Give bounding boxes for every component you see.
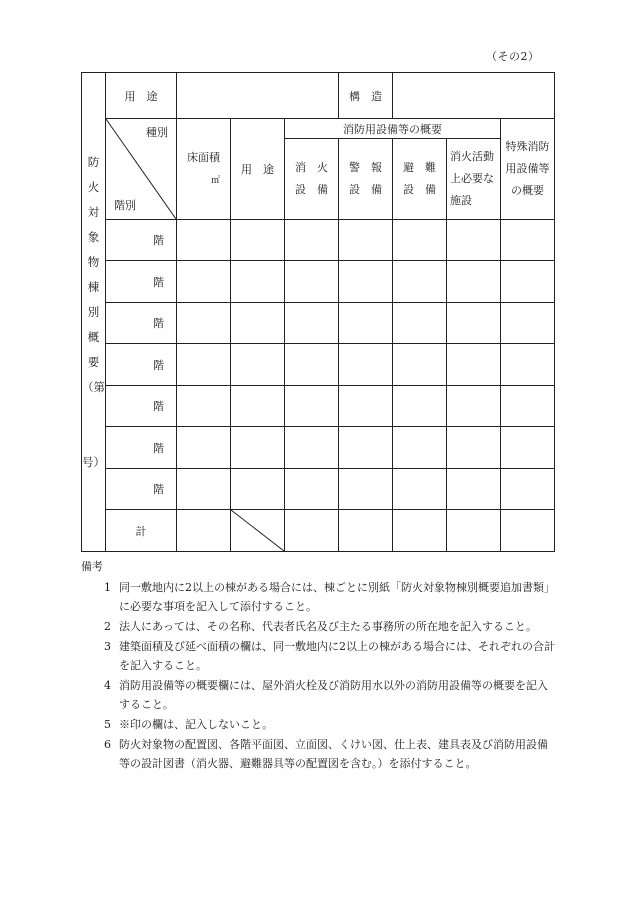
floor-area-header: 床面積 ㎡ bbox=[177, 119, 231, 220]
table-cell[interactable] bbox=[231, 427, 285, 469]
table-cell[interactable] bbox=[339, 386, 393, 427]
evacuation-header: 避 難 設 備 bbox=[393, 139, 447, 220]
alarm-header: 警 報 設 備 bbox=[339, 139, 393, 220]
page-label: （その2） bbox=[486, 50, 540, 63]
note-item: 5 ※印の欄は、記入しないこと。 bbox=[104, 718, 273, 731]
notes-section bbox=[81, 557, 556, 774]
table-row bbox=[82, 427, 555, 469]
table-cell[interactable] bbox=[447, 261, 501, 303]
kozo-label: 構 造 bbox=[339, 73, 393, 119]
kaibetsu-label: 階別 bbox=[114, 199, 136, 212]
table-cell[interactable] bbox=[231, 469, 285, 510]
table-cell[interactable] bbox=[177, 427, 231, 469]
fire-extinguishing-header: 消 火 設 備 bbox=[285, 139, 339, 220]
table-cell[interactable] bbox=[339, 303, 393, 344]
table-row bbox=[82, 386, 555, 427]
table-cell[interactable] bbox=[285, 261, 339, 303]
shubetsu-label: 種別 bbox=[146, 126, 168, 139]
table-cell[interactable] bbox=[447, 510, 501, 552]
table-cell[interactable] bbox=[447, 220, 501, 261]
table-row bbox=[82, 261, 555, 303]
note-item: 4 消防用設備等の概要欄には、屋外消火栓及び消防用水以外の消防用設備等の概要を記入すること。 bbox=[104, 679, 548, 711]
table-cell[interactable] bbox=[177, 469, 231, 510]
table-cell[interactable] bbox=[285, 510, 339, 552]
table-cell[interactable] bbox=[393, 303, 447, 344]
floor-label: 階 bbox=[106, 344, 177, 386]
table-cell[interactable] bbox=[177, 303, 231, 344]
table-cell[interactable] bbox=[393, 386, 447, 427]
table-cell[interactable] bbox=[447, 303, 501, 344]
table-cell[interactable] bbox=[501, 469, 555, 510]
table-cell[interactable] bbox=[339, 427, 393, 469]
table-cell[interactable] bbox=[393, 261, 447, 303]
table-cell[interactable] bbox=[339, 469, 393, 510]
table-cell[interactable] bbox=[231, 220, 285, 261]
kozo-value-field[interactable] bbox=[393, 73, 555, 119]
table-cell[interactable] bbox=[393, 427, 447, 469]
table-cell[interactable] bbox=[177, 261, 231, 303]
table-cell[interactable] bbox=[393, 469, 447, 510]
table-row bbox=[82, 220, 555, 261]
total-row bbox=[82, 510, 555, 552]
floor-label: 階 bbox=[106, 386, 177, 427]
note-item: 2 法人にあっては、その名称、代表者氏名及び主たる事務所の所在地を記入すること。 bbox=[104, 620, 537, 633]
diagonal-header bbox=[106, 119, 177, 220]
total-use-crossed-cell bbox=[231, 510, 285, 552]
table-cell[interactable] bbox=[393, 510, 447, 552]
vertical-title: 防 火 対 象 物 棟 別 概 要 （第 号） bbox=[82, 73, 106, 552]
note-item: 6 防火対象物の配置図、各階平面図、立面図、くけい図、仕上表、建具表及び消防用設備等の設計図書（消火器、避難器具等の配置図を含む。）を添付すること。 bbox=[104, 738, 548, 770]
building-overview-table bbox=[81, 72, 555, 552]
table-cell[interactable] bbox=[231, 386, 285, 427]
table-cell[interactable] bbox=[447, 469, 501, 510]
table-cell[interactable] bbox=[339, 220, 393, 261]
table-cell[interactable] bbox=[177, 344, 231, 386]
floor-label: 階 bbox=[106, 220, 177, 261]
table-cell[interactable] bbox=[285, 427, 339, 469]
table-cell[interactable] bbox=[501, 427, 555, 469]
note-item: 1 同一敷地内に2以上の棟がある場合には、棟ごとに別紙「防火対象物棟別概要追加書類」に必要な事項を記入して添付すること。 bbox=[104, 581, 555, 613]
table-cell[interactable] bbox=[501, 510, 555, 552]
youto-value-field[interactable] bbox=[177, 73, 339, 119]
table-cell[interactable] bbox=[393, 220, 447, 261]
floor-label: 階 bbox=[106, 303, 177, 344]
table-cell[interactable] bbox=[177, 386, 231, 427]
firefighting-facility-header: 消火活動 上必要な 施設 bbox=[447, 139, 501, 220]
total-floor-area-field[interactable] bbox=[177, 510, 231, 552]
floor-label: 階 bbox=[106, 427, 177, 469]
table-cell[interactable] bbox=[501, 386, 555, 427]
note-item: 3 建築面積及び延べ面積の欄は、同一敷地内に2以上の棟がある場合には、それぞれの合計を記入すること。 bbox=[104, 640, 555, 672]
special-header: 特殊消防 用設備等 の概要 bbox=[501, 119, 555, 220]
table-cell[interactable] bbox=[501, 220, 555, 261]
table-cell[interactable] bbox=[447, 427, 501, 469]
equipment-group-header: 消防用設備等の概要 bbox=[285, 119, 501, 139]
table-cell[interactable] bbox=[231, 303, 285, 344]
table-cell[interactable] bbox=[231, 344, 285, 386]
floor-label: 階 bbox=[106, 469, 177, 510]
table-cell[interactable] bbox=[285, 344, 339, 386]
table-cell[interactable] bbox=[501, 344, 555, 386]
table-row bbox=[82, 303, 555, 344]
crossed-out-line bbox=[231, 510, 284, 551]
table-cell[interactable] bbox=[285, 469, 339, 510]
table-row bbox=[82, 344, 555, 386]
table-cell[interactable] bbox=[447, 386, 501, 427]
total-label: 計 bbox=[106, 510, 177, 552]
table-cell[interactable] bbox=[339, 261, 393, 303]
table-cell[interactable] bbox=[447, 344, 501, 386]
table-cell[interactable] bbox=[339, 344, 393, 386]
table-cell[interactable] bbox=[393, 344, 447, 386]
table-cell[interactable] bbox=[501, 303, 555, 344]
use-header: 用 途 bbox=[231, 119, 285, 220]
notes-heading: 備考 bbox=[81, 560, 103, 573]
youto-label: 用 途 bbox=[106, 73, 177, 119]
table-cell[interactable] bbox=[231, 261, 285, 303]
floor-label: 階 bbox=[106, 261, 177, 303]
table-cell[interactable] bbox=[285, 386, 339, 427]
table-cell[interactable] bbox=[285, 303, 339, 344]
table-cell[interactable] bbox=[177, 220, 231, 261]
table-cell[interactable] bbox=[339, 510, 393, 552]
table-cell[interactable] bbox=[501, 261, 555, 303]
table-cell[interactable] bbox=[285, 220, 339, 261]
table-row bbox=[82, 469, 555, 510]
